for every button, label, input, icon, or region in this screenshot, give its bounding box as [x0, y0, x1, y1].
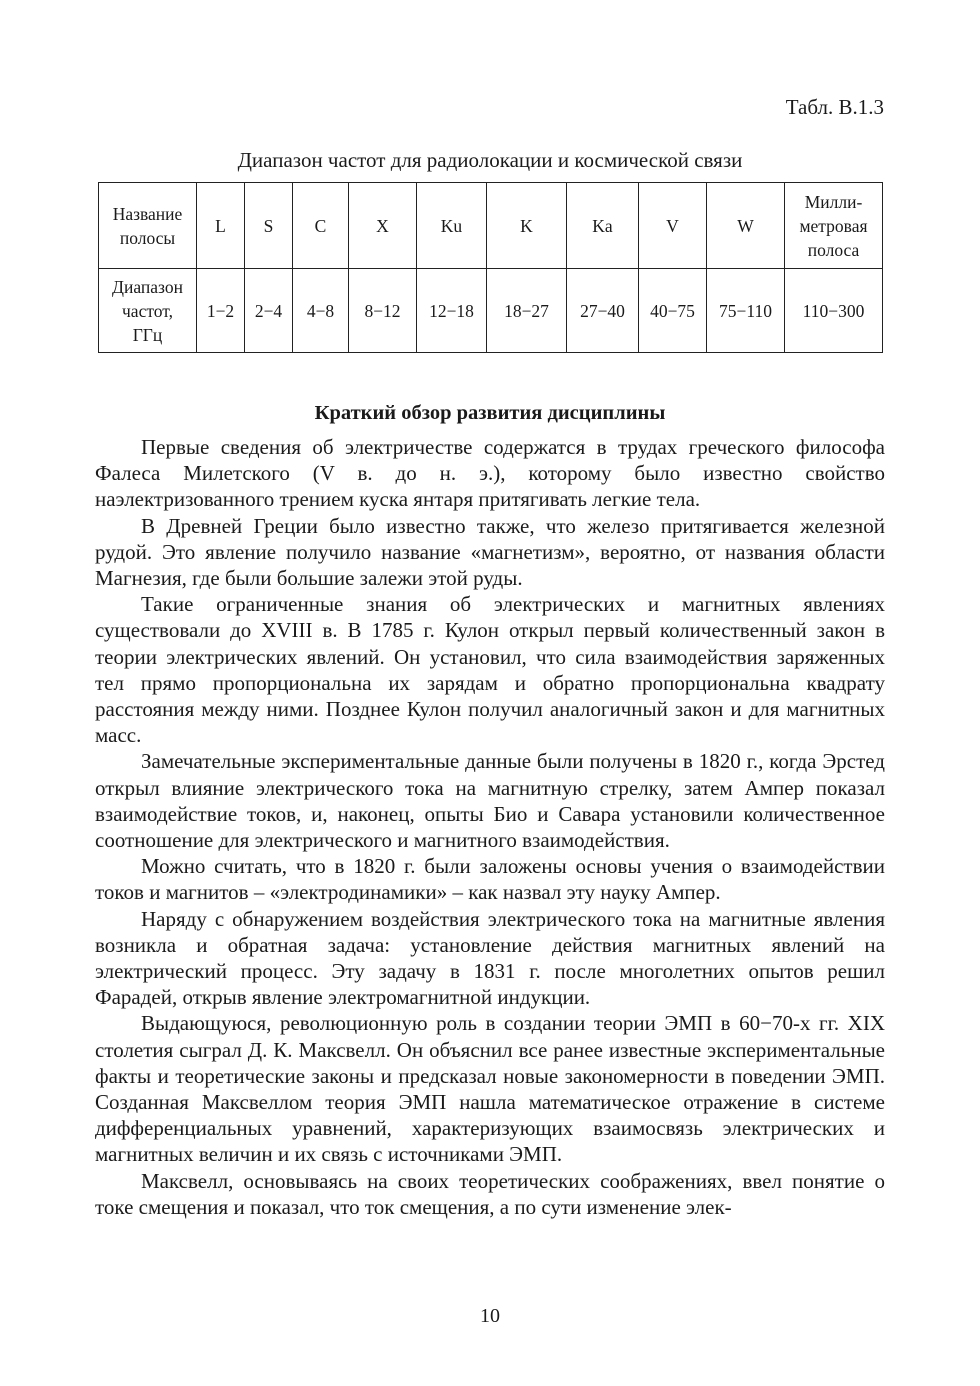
frequency-range-cell: 1−2	[197, 269, 245, 353]
table-caption: Диапазон частот для радиолокации и космической связи	[237, 148, 743, 172]
band-name-cell: W	[707, 183, 785, 269]
frequency-range-cell: 4−8	[293, 269, 349, 353]
frequency-range-cell: 2−4	[245, 269, 293, 353]
paragraph: Максвелл, основываясь на своих теоретических соображениях, ввел понятие о токе смещения и показал, что ток смещения, а по сути изменение элек-	[95, 1168, 885, 1219]
paragraph: В Древней Греции было известно также, что железо притягивается железной рудой. Это явление получило название «магнетизм», вероятно, от названия области Магнезия, где были большие залежи этой руды.	[95, 513, 885, 591]
band-name-cell: S	[245, 183, 293, 269]
row-header-frequency-range: Диапазон частот, ГГц	[99, 269, 197, 353]
row-header-band-name: Название полосы	[99, 183, 197, 269]
band-name-cell: K	[487, 183, 567, 269]
page-number: 10	[480, 1305, 500, 1327]
band-name-cell: L	[197, 183, 245, 269]
band-name-cell: Милли- метровая полоса	[785, 183, 883, 269]
band-name-cell: Ku	[417, 183, 487, 269]
section-title: Краткий обзор развития дисциплины	[314, 402, 666, 424]
band-name-cell: V	[639, 183, 707, 269]
frequency-range-cell: 75−110	[707, 269, 785, 353]
body-text	[95, 434, 885, 1220]
frequency-bands-table	[98, 182, 883, 353]
frequency-range-cell: 18−27	[487, 269, 567, 353]
paragraph: Замечательные экспериментальные данные были получены в 1820 г., когда Эрстед открыл влияние электрического тока на магнитную стрелку, затем Ампер показал взаимодействие токов, и, наконец, опыты Био и Савара установили количественное соотношение для электрического и магнитного взаимодействия.	[95, 749, 885, 853]
paragraph: Наряду с обнаружением воздействия электрического тока на магнитные явления возникла и обратная задача: установление действия магнитных явлений на электрический процесс. Эту задачу в 1831 г. после многолетних опытов решил Фарадей, открыв явление электромагнитной индукции.	[95, 906, 885, 1010]
frequency-range-cell: 12−18	[417, 269, 487, 353]
frequency-range-cell: 40−75	[639, 269, 707, 353]
paragraph: Первые сведения об электричестве содержатся в трудах греческого философа Фалеса Милетского (V в. до н. э.), которому было известно свойство наэлектризованного трением куска янтаря притягивать легкие тела.	[95, 435, 885, 512]
table-row-band-names	[99, 183, 883, 269]
paragraph: Выдающуюся, революционную роль в создании теории ЭМП в 60−70-х гг. XIX столетия сыграл Д. К. Максвелл. Он объяснил все ранее известные экспериментальные факты и теоретические законы и предсказал новые закономерности в поведении ЭМП. Созданная Максвеллом теория ЭМП нашла математическое отражение в системе дифференциальных уравнений, характеризующих взаимосвязь электрических и магнитных величин и их связь с источниками ЭМП.	[95, 1011, 885, 1167]
frequency-range-cell: 8−12	[349, 269, 417, 353]
table-row-frequency-ranges	[99, 269, 883, 353]
band-name-cell: Ka	[567, 183, 639, 269]
table-label: Табл. В.1.3	[785, 95, 884, 119]
paragraph: Можно считать, что в 1820 г. были заложены основы учения о взаимодействии токов и магнитов – «электродинамики» – как назвал эту науку Ампер.	[95, 854, 885, 905]
frequency-range-cell: 110−300	[785, 269, 883, 353]
band-name-cell: X	[349, 183, 417, 269]
frequency-range-cell: 27−40	[567, 269, 639, 353]
band-name-cell: C	[293, 183, 349, 269]
paragraph: Такие ограниченные знания об электрических и магнитных явлениях существовали до XVIII в. В 1785 г. Кулон открыл первый количественный закон в теории электрических явлений. Он установил, что сила взаимодействия заряженных тел прямо пропорциональна их зарядам и обратно пропорциональна квадрату расстояния между ними. Позднее Кулон получил аналогичный закон и для магнитных масс.	[95, 592, 885, 748]
